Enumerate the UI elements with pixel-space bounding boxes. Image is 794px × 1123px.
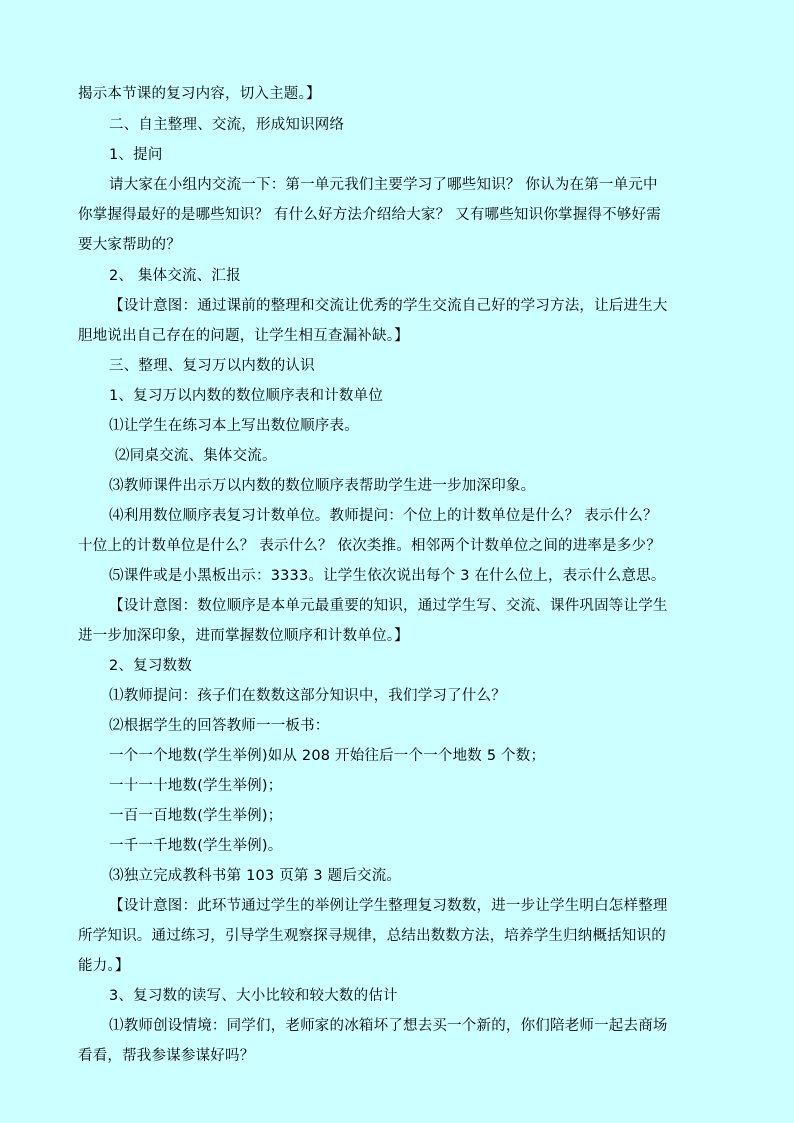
board-note: 一千一千地数(学生举例)。: [109, 838, 283, 854]
design-intent-note: 所学知识。通过练习，引导学生观察探寻规律，总结出数数方法，培养学生归纳概括知识的: [78, 928, 666, 944]
subsection-heading: 2、 集体交流、汇报: [109, 268, 241, 284]
text-line: 揭示本节课的复习内容，切入主题。】: [78, 86, 321, 102]
subsection-heading: 3、复习数的读写、大小比较和较大数的估计: [109, 988, 398, 1004]
list-item: ⑴教师创设情境：同学们，老师家的冰箱坏了想去买一个新的，你们陪老师一起去商场: [109, 1018, 668, 1034]
subsection-heading: 2、复习数数: [109, 658, 192, 674]
design-intent-note: 能力。】: [78, 958, 130, 974]
list-item: ⑵根据学生的回答教师一一板书：: [109, 718, 330, 734]
text-line: 十位上的计数单位是什么？ 表示什么？ 依次类推。相邻两个计数单位之间的进率是多少？: [78, 538, 661, 554]
design-intent-note: 胆地说出自己存在的问题，让学生相互查漏补缺。】: [78, 328, 409, 344]
text-line: 你掌握得最好的是哪些知识？ 有什么好方法介绍给大家？ 又有哪些知识你掌握得不够好需: [78, 207, 661, 223]
list-item: ⑸课件或是小黑板出示：3333。让学生依次说出每个 3 在什么位上，表示什么意思。: [109, 568, 666, 584]
text-line: 看看，帮我参谋参谋好吗？: [78, 1048, 255, 1064]
section-heading: 三、整理、复习万以内数的认识: [109, 358, 315, 374]
text-line: 要大家帮助的？: [78, 237, 181, 253]
list-item: ⑴教师提问：孩子们在数数这部分知识中，我们学习了什么？: [109, 688, 506, 704]
section-heading: 二、自主整理、交流，形成知识网络: [109, 117, 345, 133]
subsection-heading: 1、提问: [109, 147, 163, 163]
text-line: 请大家在小组内交流一下：第一单元我们主要学习了哪些知识？ 你认为在第一单元中: [109, 177, 658, 193]
board-note: 一百一百地数(学生举例)；: [109, 808, 283, 824]
list-item: ⑵同桌交流、集体交流。: [115, 448, 277, 464]
design-intent-note: 【设计意图：通过课前的整理和交流让优秀的学生交流自己好的学习方法，让后进生大: [109, 298, 668, 314]
design-intent-note: 【设计意图：数位顺序是本单元最重要的知识，通过学生写、交流、课件巩固等让学生: [109, 598, 668, 614]
list-item: ⑴让学生在练习本上写出数位顺序表。: [109, 418, 359, 434]
list-item: ⑶独立完成教科书第 103 页第 3 题后交流。: [109, 868, 402, 884]
board-note: 一个一个地数(学生举例)如从 208 开始往后一个一个地数 5 个数；: [109, 748, 546, 764]
design-intent-note: 【设计意图：此环节通过学生的举例让学生整理复习数数，进一步让学生明白怎样整理: [109, 898, 668, 914]
subsection-heading: 1、复习万以内数的数位顺序表和计数单位: [109, 388, 384, 404]
list-item: ⑷利用数位顺序表复习计数单位。教师提问：个位上的计数单位是什么？ 表示什么？: [109, 508, 658, 524]
design-intent-note: 进一步加深印象，进而掌握数位顺序和计数单位。】: [78, 628, 409, 644]
list-item: ⑶教师课件出示万以内数的数位顺序表帮助学生进一步加深印象。: [109, 478, 536, 494]
board-note: 一十一十地数(学生举例)；: [109, 778, 283, 794]
